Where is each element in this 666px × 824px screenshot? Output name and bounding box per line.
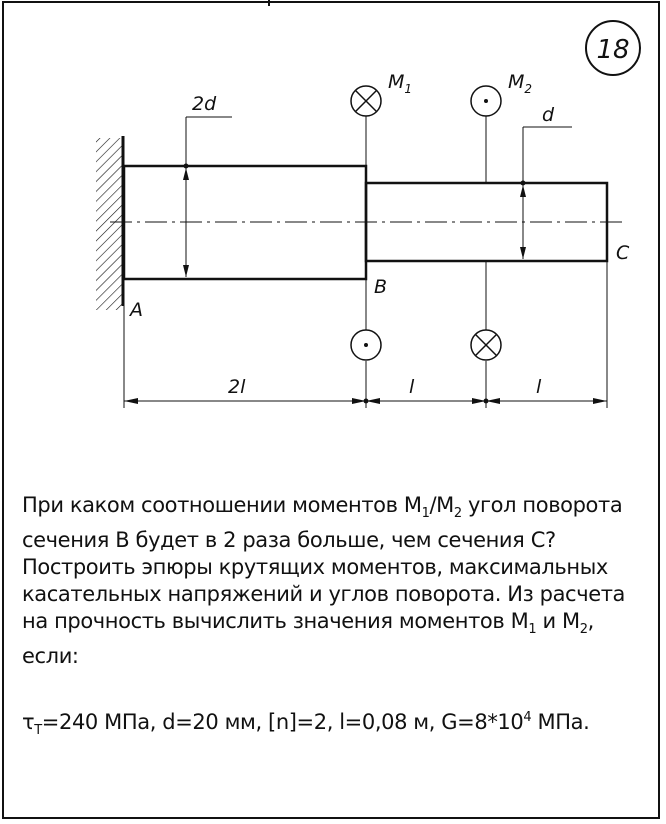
task-line-6: если: xyxy=(22,644,79,669)
length-l-label-1: l xyxy=(409,376,415,398)
task-line-1: При каком соотношении моментов $M_1/M_2$ угол поворота xyxy=(22,493,623,522)
diameter-d-dimension xyxy=(520,104,572,259)
tau-subscript: T xyxy=(34,723,42,739)
problem-statement xyxy=(22,492,658,670)
given-values xyxy=(22,704,658,745)
task-line-4: касательных напряжений и углов поворота. Из расчета xyxy=(22,582,626,607)
task-line-5: на прочность вычислить значения моментов $M_1$ и $M_2$, xyxy=(22,609,594,638)
exponent: 4 xyxy=(523,710,532,725)
length-2l-label: 2l xyxy=(228,376,246,398)
point-a-label: A xyxy=(130,299,143,321)
moment2-label: M xyxy=(508,71,525,93)
length-l-label-2: l xyxy=(536,376,542,398)
diameter-2d-dimension xyxy=(183,93,232,277)
tau-symbol: τ xyxy=(22,710,35,734)
moment-m1 xyxy=(351,71,412,360)
diameter-d-label: d xyxy=(542,104,555,126)
given-values-unit: МПа. xyxy=(531,710,590,734)
moment1-subscript: 1 xyxy=(404,82,413,96)
given-values-main: =240 МПа, d=20 мм, [n]=2, l=0,08 м, G=8*10 xyxy=(41,710,524,734)
task-line-2: сечения B будет в 2 раза больше, чем сечения C? xyxy=(22,528,556,553)
diameter-2d-label: 2d xyxy=(192,93,217,115)
moment1-label: M xyxy=(388,71,405,93)
problem-number: 18 xyxy=(596,35,630,65)
svg-text:M1 xyxy=(388,71,412,96)
task-line-3: Построить эпюры крутящих моментов, максимальных xyxy=(22,555,608,580)
point-b-label: B xyxy=(374,276,388,298)
problem-number-badge xyxy=(586,21,640,75)
fixed-wall xyxy=(96,136,123,310)
moment2-subscript: 2 xyxy=(524,82,533,96)
point-c-label: C xyxy=(616,242,630,264)
svg-text:M2 xyxy=(508,71,532,96)
